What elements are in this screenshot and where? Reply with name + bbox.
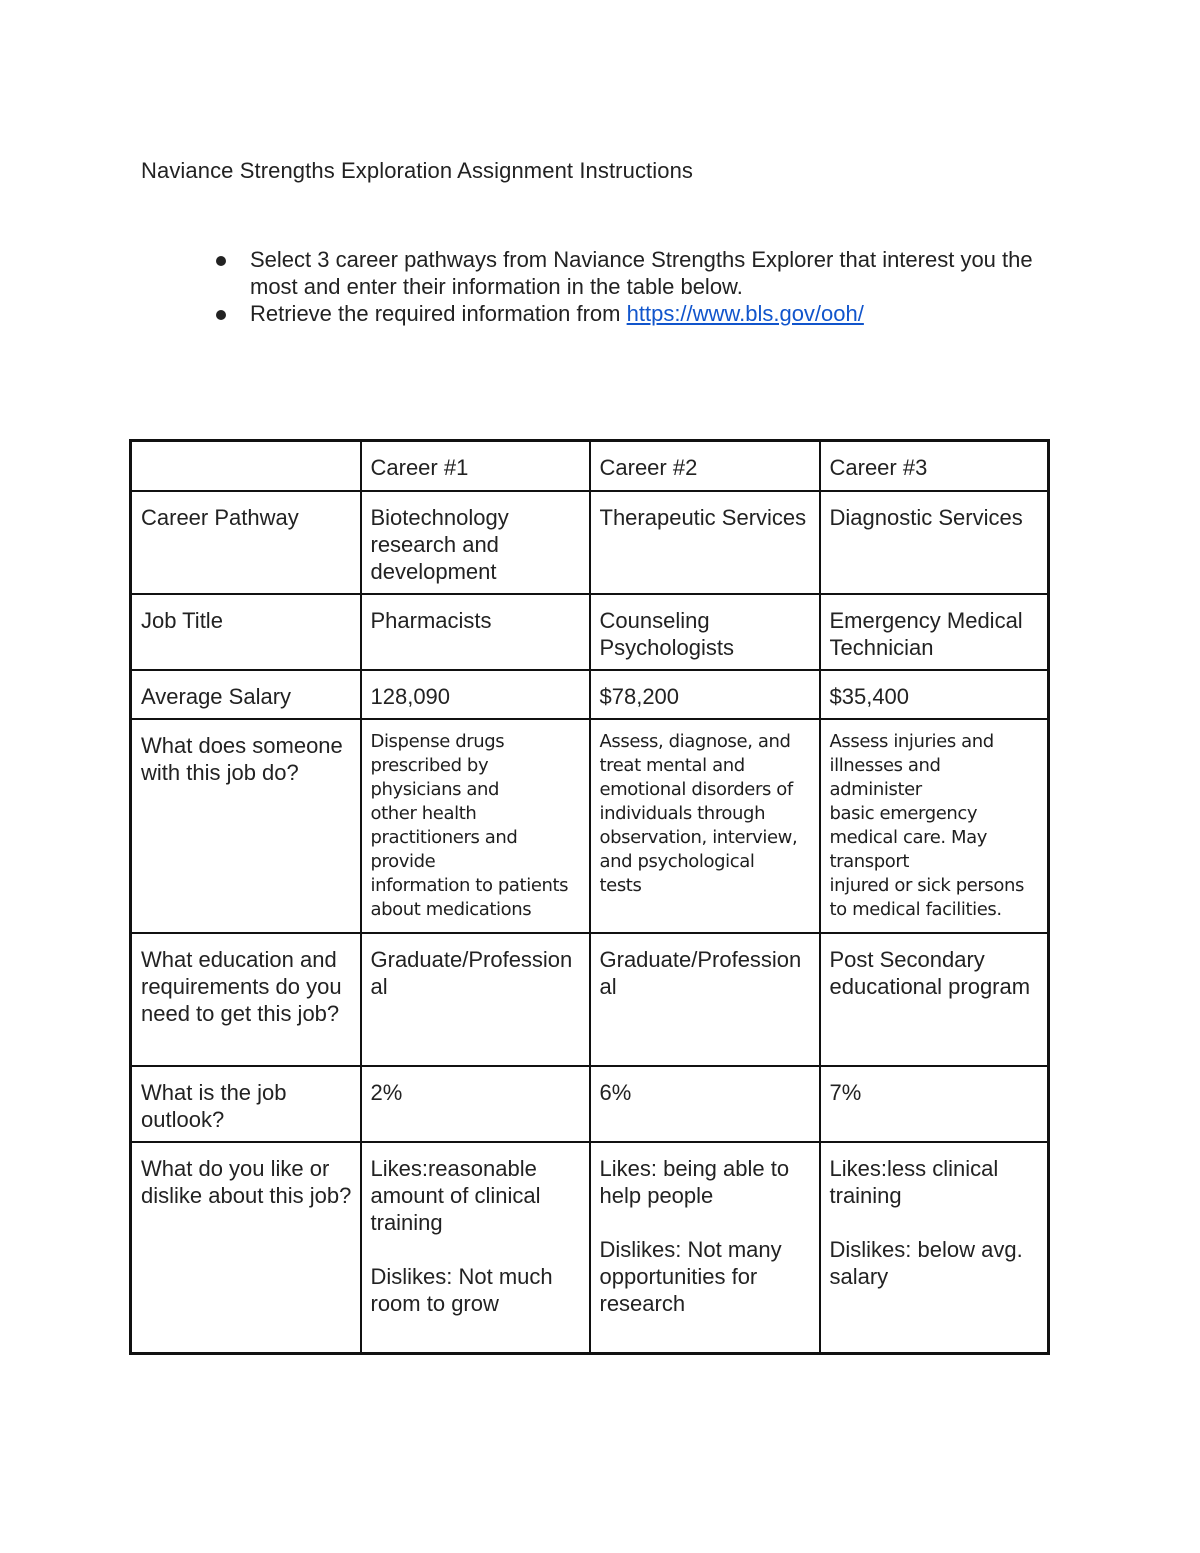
table-row-job-title bbox=[131, 594, 1049, 670]
text-line: basic emergency bbox=[829, 802, 978, 824]
instruction-text: Retrieve the required information from bbox=[250, 301, 627, 326]
text-line: practitioners and bbox=[370, 826, 518, 848]
header-cell-empty bbox=[131, 441, 361, 491]
table-row-education bbox=[131, 933, 1049, 1066]
instruction-item bbox=[216, 246, 1056, 300]
table-cell: Post Secondary educational program bbox=[820, 933, 1049, 1066]
bls-ooh-link[interactable]: https://www.bls.gov/ooh/ bbox=[626, 301, 864, 326]
text-line: emotional disorders of bbox=[599, 778, 793, 800]
instructions-list bbox=[216, 246, 1056, 327]
table-cell: Diagnostic Services bbox=[820, 491, 1049, 594]
table-header-row bbox=[131, 441, 1049, 491]
row-label: What do you like or dislike about this job? bbox=[131, 1142, 361, 1354]
row-label: Job Title bbox=[131, 594, 361, 670]
bullet-icon bbox=[216, 310, 226, 320]
text-line: provide bbox=[370, 850, 436, 872]
table-cell: $35,400 bbox=[820, 670, 1049, 719]
table-cell bbox=[820, 719, 1049, 933]
header-cell-career-3: Career #3 bbox=[820, 441, 1049, 491]
bullet-icon bbox=[216, 256, 226, 266]
dislikes-text: Dislikes: Not many opportunities for research bbox=[599, 1236, 782, 1316]
header-cell-career-2: Career #2 bbox=[590, 441, 820, 491]
dislikes-text: Dislikes: below avg. salary bbox=[829, 1236, 1023, 1289]
table-cell: Pharmacists bbox=[361, 594, 590, 670]
text-line: Assess injuries and bbox=[829, 730, 994, 752]
text-line: observation, interview, bbox=[599, 826, 798, 848]
table-cell: 7% bbox=[820, 1066, 1049, 1142]
row-label: Average Salary bbox=[131, 670, 361, 719]
table-cell bbox=[590, 1142, 820, 1354]
text-line: about medications bbox=[370, 898, 532, 920]
table-row-job-outlook bbox=[131, 1066, 1049, 1142]
instruction-item bbox=[216, 300, 1056, 327]
table-cell: Counseling Psychologists bbox=[590, 594, 820, 670]
table-row-average-salary bbox=[131, 670, 1049, 719]
text-line: individuals through bbox=[599, 802, 766, 824]
text-line: other health bbox=[370, 802, 477, 824]
row-label: What does someone with this job do? bbox=[131, 719, 361, 933]
dislikes-text: Dislikes: Not much room to grow bbox=[370, 1263, 553, 1316]
text-line: medical care. May bbox=[829, 826, 988, 848]
text-line: treat mental and bbox=[599, 754, 745, 776]
table-cell bbox=[361, 1142, 590, 1354]
row-label: What is the job outlook? bbox=[131, 1066, 361, 1142]
table-row-job-description bbox=[131, 719, 1049, 933]
table-cell: Graduate/Professional bbox=[590, 933, 820, 1066]
table-cell: 2% bbox=[361, 1066, 590, 1142]
table-cell bbox=[361, 719, 590, 933]
likes-text: Likes:less clinical training bbox=[829, 1155, 999, 1208]
row-label: Career Pathway bbox=[131, 491, 361, 594]
text-line: Dispense drugs bbox=[370, 730, 505, 752]
text-line: physicians and bbox=[370, 778, 500, 800]
text-line: prescribed by bbox=[370, 754, 489, 776]
likes-text: Likes:reasonable amount of clinical training bbox=[370, 1155, 541, 1235]
table-cell: 128,090 bbox=[361, 670, 590, 719]
text-line: tests bbox=[599, 874, 642, 896]
text-line: injured or sick persons bbox=[829, 874, 1024, 896]
text-line: and psychological bbox=[599, 850, 755, 872]
table-row-career-pathway bbox=[131, 491, 1049, 594]
text-line: to medical facilities. bbox=[829, 898, 1002, 920]
table-row-likes-dislikes bbox=[131, 1142, 1049, 1354]
table-cell bbox=[590, 719, 820, 933]
text-line: Assess, diagnose, and bbox=[599, 730, 791, 752]
table-cell: Emergency Medical Technician bbox=[820, 594, 1049, 670]
text-line: information to patients bbox=[370, 874, 569, 896]
text-line: administer bbox=[829, 778, 922, 800]
table-cell: 6% bbox=[590, 1066, 820, 1142]
table-cell bbox=[820, 1142, 1049, 1354]
table-cell: Biotechnology research and development bbox=[361, 491, 590, 594]
page-title: Naviance Strengths Exploration Assignment Instructions bbox=[141, 158, 694, 183]
table-cell: $78,200 bbox=[590, 670, 820, 719]
text-line: illnesses and bbox=[829, 754, 941, 776]
likes-text: Likes: being able to help people bbox=[599, 1155, 790, 1208]
instruction-text: Select 3 career pathways from Naviance Strengths Explorer that interest you the most and enter their information in the table below. bbox=[250, 247, 1033, 299]
career-table bbox=[129, 439, 1050, 1355]
header-cell-career-1: Career #1 bbox=[361, 441, 590, 491]
text-line: transport bbox=[829, 850, 910, 872]
table-cell: Therapeutic Services bbox=[590, 491, 820, 594]
table-cell: Graduate/Professional bbox=[361, 933, 590, 1066]
row-label: What education and requirements do you need to get this job? bbox=[131, 933, 361, 1066]
